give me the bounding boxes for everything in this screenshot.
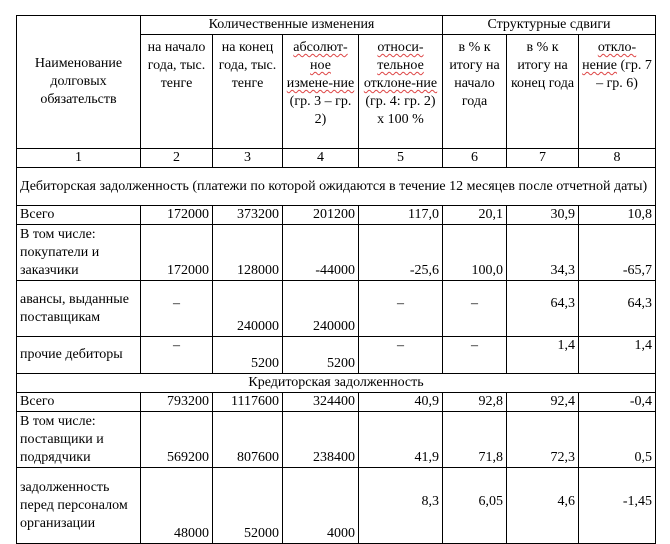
cell-value: 569200 — [141, 412, 213, 468]
cell-value: 71,8 — [443, 412, 507, 468]
table-row — [17, 281, 656, 337]
row-name: задолженность перед персоналом организации — [17, 468, 141, 544]
cell-value: -25,6 — [359, 225, 443, 281]
cell-value: 64,3 — [507, 281, 579, 337]
cell-value: 1,4 — [507, 337, 579, 374]
header-col-6: в % к итогу на начало года — [443, 35, 507, 149]
cell-value: 1117600 — [213, 393, 283, 412]
cell-value: 34,3 — [507, 225, 579, 281]
header-row-groups — [17, 16, 656, 35]
cell-value: 238400 — [283, 412, 359, 468]
cell-value: 100,0 — [443, 225, 507, 281]
cell-value: – — [443, 281, 507, 337]
section-title-receivables: Дебиторская задолженность (платежи по которой ожидаются в течение 12 месяцев после отчетной даты) — [17, 168, 656, 206]
header-group-structural: Структурные сдвиги — [443, 16, 656, 35]
cell-value: 72,3 — [507, 412, 579, 468]
cell-value: -0,4 — [579, 393, 656, 412]
cell-value: 0,5 — [579, 412, 656, 468]
cell-value: 240000 — [283, 281, 359, 337]
cell-value: 20,1 — [443, 206, 507, 225]
cell-value: -1,45 — [579, 468, 656, 544]
table-row — [17, 393, 656, 412]
col-number: 1 — [17, 149, 141, 168]
col-number: 8 — [579, 149, 656, 168]
col-number: 7 — [507, 149, 579, 168]
cell-value: 92,8 — [443, 393, 507, 412]
cell-value: – — [359, 281, 443, 337]
header-group-quantitative: Количественные изменения — [141, 16, 443, 35]
col-number: 5 — [359, 149, 443, 168]
cell-value: 172000 — [141, 225, 213, 281]
cell-value: – — [141, 337, 213, 374]
column-number-row — [17, 149, 656, 168]
col-number: 4 — [283, 149, 359, 168]
row-name: В том числе: покупатели и заказчики — [17, 225, 141, 281]
debt-structure-table — [16, 15, 656, 544]
cell-value: 10,8 — [579, 206, 656, 225]
row-name: Всего — [17, 393, 141, 412]
cell-value: – — [359, 337, 443, 374]
row-name: Всего — [17, 206, 141, 225]
table-row — [17, 412, 656, 468]
cell-value: 1,4 — [579, 337, 656, 374]
cell-value: 48000 — [141, 468, 213, 544]
header-col-2: на начало года, тыс. тенге — [141, 35, 213, 149]
section-payables — [17, 374, 656, 393]
cell-value: 6,05 — [443, 468, 507, 544]
cell-value: 324400 — [283, 393, 359, 412]
header-col-4 — [283, 35, 359, 149]
header-col-4-formula: (гр. 3 – гр. 2) — [289, 94, 352, 127]
row-name: авансы, выданные поставщикам — [17, 281, 141, 337]
cell-value: 4000 — [283, 468, 359, 544]
header-col-8-word: откло-нение — [582, 40, 637, 73]
col-number: 2 — [141, 149, 213, 168]
section-title-payables: Кредиторская задолженность — [17, 374, 656, 393]
section-receivables — [17, 168, 656, 206]
cell-value: 8,3 — [359, 468, 443, 544]
cell-value: 5200 — [283, 337, 359, 374]
header-col-8 — [579, 35, 656, 149]
cell-value: 64,3 — [579, 281, 656, 337]
row-name: В том числе: поставщики и подрядчики — [17, 412, 141, 468]
cell-value: 172000 — [141, 206, 213, 225]
header-col-5-word: относи-тельное отклоне-ние — [363, 40, 438, 91]
cell-value: 807600 — [213, 412, 283, 468]
cell-value: 92,4 — [507, 393, 579, 412]
col-number: 6 — [443, 149, 507, 168]
cell-value: 52000 — [213, 468, 283, 544]
cell-value: 40,9 — [359, 393, 443, 412]
header-col-3: на конец года, тыс. тенге — [213, 35, 283, 149]
table-row — [17, 468, 656, 544]
col-number: 3 — [213, 149, 283, 168]
header-col-5-formula: (гр. 4: гр. 2) х 100 % — [365, 94, 436, 127]
cell-value: 128000 — [213, 225, 283, 281]
cell-value: 4,6 — [507, 468, 579, 544]
cell-value: -44000 — [283, 225, 359, 281]
cell-value: 201200 — [283, 206, 359, 225]
table-row — [17, 225, 656, 281]
header-col-5 — [359, 35, 443, 149]
cell-value: 5200 — [213, 337, 283, 374]
header-name: Наименование долговых обязательств — [17, 16, 141, 149]
row-name: прочие дебиторы — [17, 337, 141, 374]
cell-value: 373200 — [213, 206, 283, 225]
cell-value: – — [141, 281, 213, 337]
cell-value: 117,0 — [359, 206, 443, 225]
cell-value: 30,9 — [507, 206, 579, 225]
cell-value: 240000 — [213, 281, 283, 337]
cell-value: -65,7 — [579, 225, 656, 281]
cell-value: – — [443, 337, 507, 374]
cell-value: 793200 — [141, 393, 213, 412]
header-col-7: в % к итогу на конец года — [507, 35, 579, 149]
table-row — [17, 337, 656, 374]
cell-value: 41,9 — [359, 412, 443, 468]
header-col-8-formula: (гр. 7 – гр. 6) — [596, 58, 652, 91]
table-row — [17, 206, 656, 225]
header-col-4-word: абсолют-ное измене-ние — [286, 40, 355, 91]
